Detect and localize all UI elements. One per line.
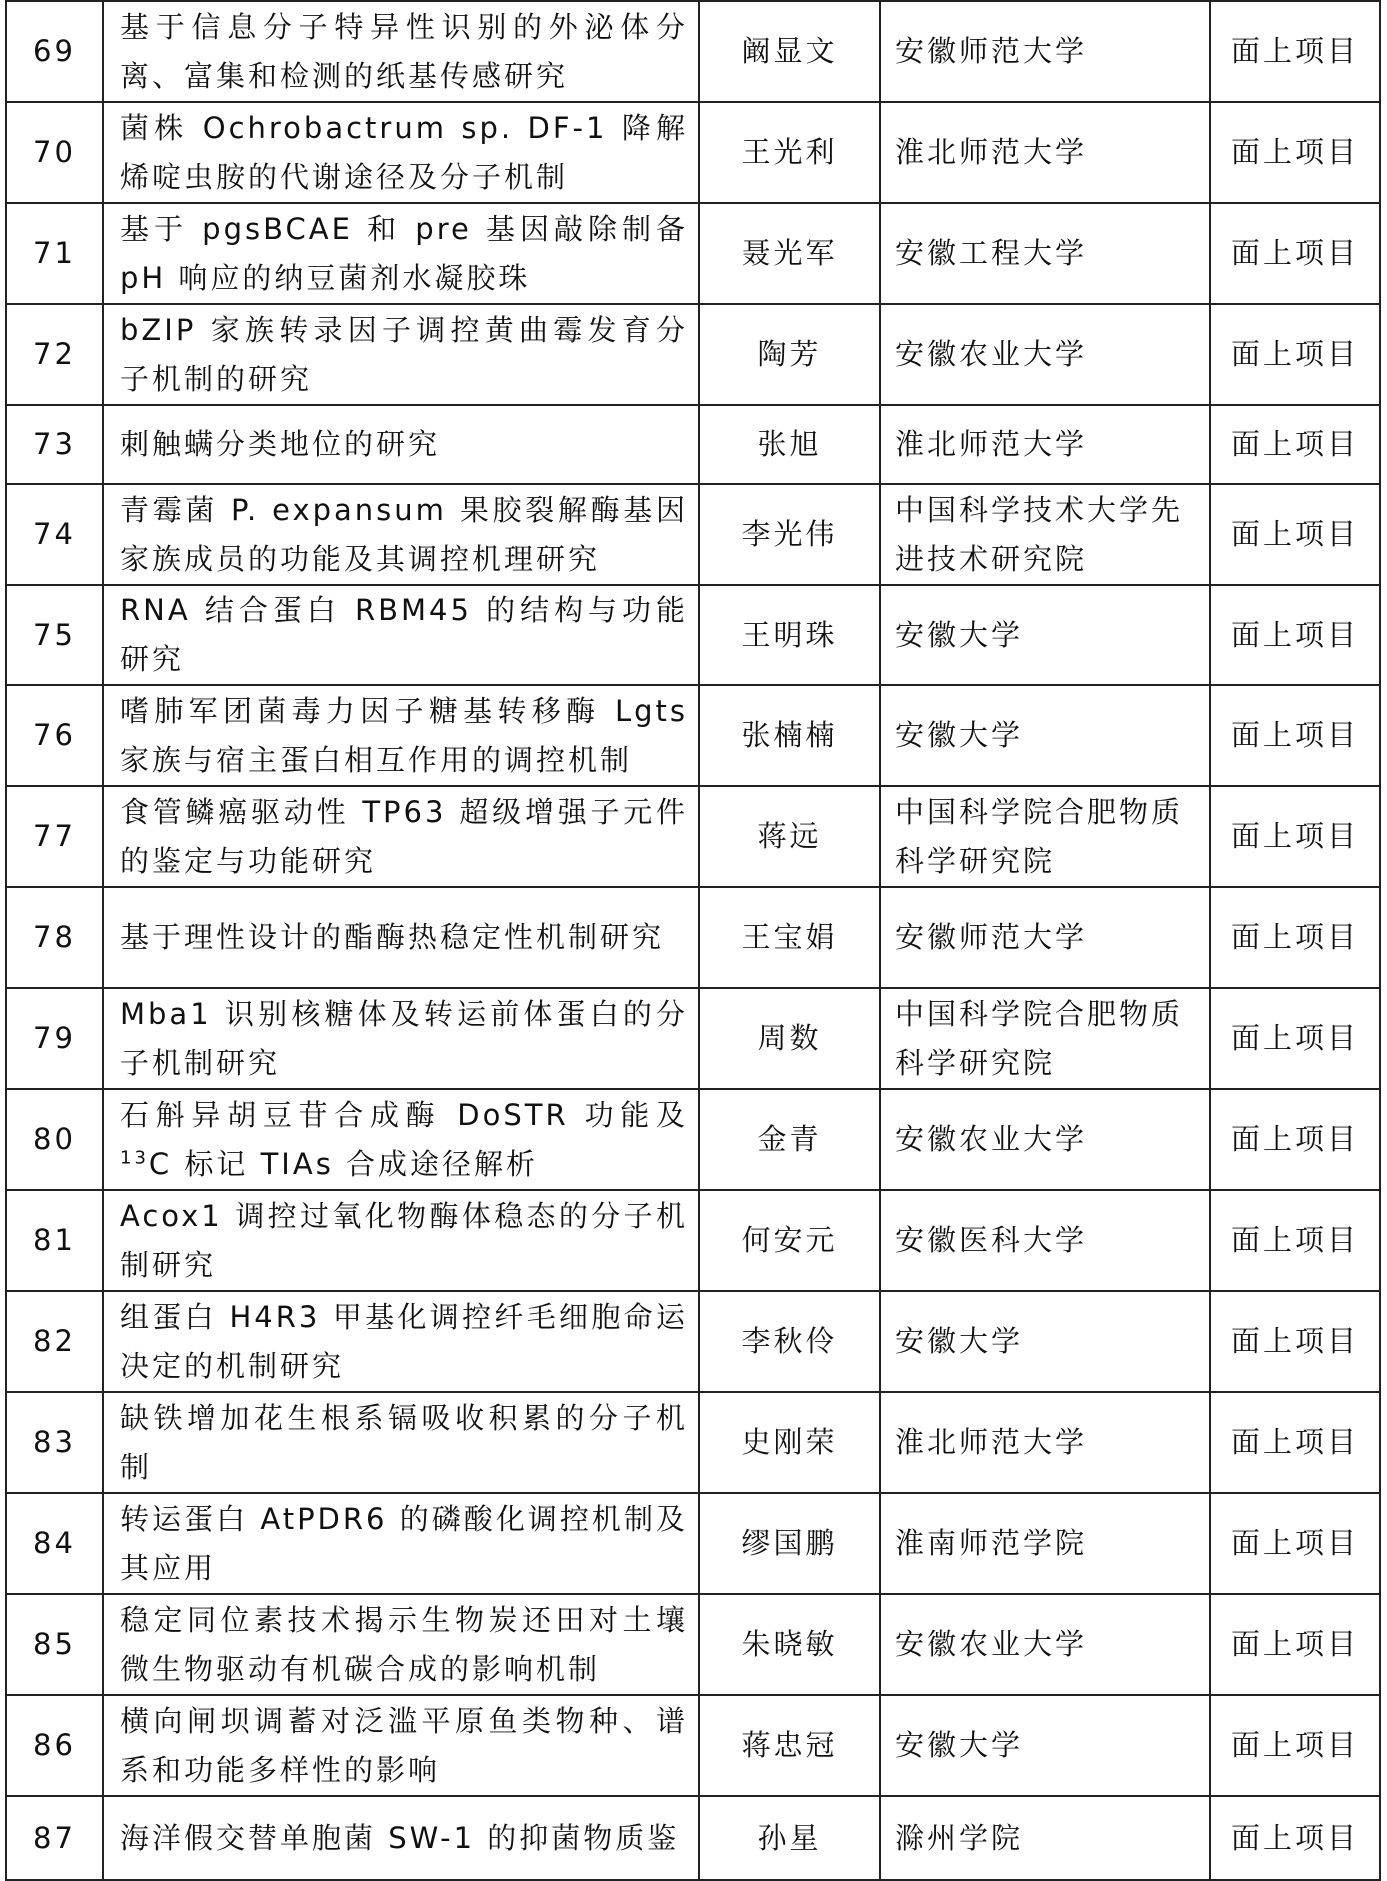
project-title: 稳定同位素技术揭示生物炭还田对土壤微生物驱动有机碳合成的影响机制 [103, 1594, 699, 1695]
principal-investigator: 朱晓敏 [699, 1594, 880, 1695]
project-category: 面上项目 [1210, 988, 1380, 1089]
table-row [6, 1392, 1380, 1493]
project-category: 面上项目 [1210, 203, 1380, 304]
table-row [6, 1493, 1380, 1594]
institution: 中国科学院合肥物质科学研究院 [880, 988, 1210, 1089]
table-row [6, 786, 1380, 887]
row-number: 85 [6, 1594, 103, 1695]
principal-investigator: 李秋伶 [699, 1291, 880, 1392]
row-number: 71 [6, 203, 103, 304]
table-row [6, 1, 1380, 102]
row-number: 79 [6, 988, 103, 1089]
table-row [6, 405, 1380, 484]
row-number: 80 [6, 1089, 103, 1190]
institution: 安徽农业大学 [880, 304, 1210, 405]
row-number: 76 [6, 685, 103, 786]
project-category: 面上项目 [1210, 1291, 1380, 1392]
project-table [5, 0, 1381, 1881]
institution: 安徽大学 [880, 1291, 1210, 1392]
project-title: 缺铁增加花生根系镉吸收积累的分子机制 [103, 1392, 699, 1493]
principal-investigator: 张楠楠 [699, 685, 880, 786]
institution: 安徽农业大学 [880, 1594, 1210, 1695]
table-row [6, 102, 1380, 203]
isotope-superscript: 13 [120, 1146, 149, 1168]
principal-investigator: 周数 [699, 988, 880, 1089]
principal-investigator: 李光伟 [699, 484, 880, 585]
table-row [6, 585, 1380, 685]
project-title: 海洋假交替单胞菌 SW-1 的抑菌物质鉴 [103, 1796, 699, 1880]
row-number: 87 [6, 1796, 103, 1880]
row-number: 83 [6, 1392, 103, 1493]
principal-investigator: 孙星 [699, 1796, 880, 1880]
table-row [6, 1089, 1380, 1190]
project-category: 面上项目 [1210, 585, 1380, 685]
institution: 安徽大学 [880, 585, 1210, 685]
table-row [6, 685, 1380, 786]
institution: 淮南师范学院 [880, 1493, 1210, 1594]
project-title: 横向闸坝调蓄对泛滥平原鱼类物种、谱系和功能多样性的影响 [103, 1695, 699, 1796]
project-category: 面上项目 [1210, 1796, 1380, 1880]
institution: 安徽大学 [880, 685, 1210, 786]
institution: 中国科学技术大学先进技术研究院 [880, 484, 1210, 585]
project-category: 面上项目 [1210, 685, 1380, 786]
project-title: 青霉菌 P. expansum 果胶裂解酶基因家族成员的功能及其调控机理研究 [103, 484, 699, 585]
principal-investigator: 陶芳 [699, 304, 880, 405]
project-category: 面上项目 [1210, 1190, 1380, 1291]
project-title [103, 1089, 699, 1190]
institution: 安徽医科大学 [880, 1190, 1210, 1291]
row-number: 82 [6, 1291, 103, 1392]
project-category: 面上项目 [1210, 1, 1380, 102]
table-row [6, 1291, 1380, 1392]
project-category: 面上项目 [1210, 484, 1380, 585]
principal-investigator: 王宝娟 [699, 887, 880, 988]
principal-investigator: 阚显文 [699, 1, 880, 102]
institution: 淮北师范大学 [880, 405, 1210, 484]
row-number: 81 [6, 1190, 103, 1291]
principal-investigator: 蒋远 [699, 786, 880, 887]
principal-investigator: 王明珠 [699, 585, 880, 685]
row-number: 69 [6, 1, 103, 102]
row-number: 78 [6, 887, 103, 988]
table-row [6, 887, 1380, 988]
institution: 中国科学院合肥物质科学研究院 [880, 786, 1210, 887]
institution: 滁州学院 [880, 1796, 1210, 1880]
project-title: 食管鳞癌驱动性 TP63 超级增强子元件的鉴定与功能研究 [103, 786, 699, 887]
project-category: 面上项目 [1210, 1594, 1380, 1695]
project-category: 面上项目 [1210, 1493, 1380, 1594]
row-number: 73 [6, 405, 103, 484]
principal-investigator: 聂光军 [699, 203, 880, 304]
project-title: Mba1 识别核糖体及转运前体蛋白的分子机制研究 [103, 988, 699, 1089]
project-category: 面上项目 [1210, 102, 1380, 203]
project-title: Acox1 调控过氧化物酶体稳态的分子机制研究 [103, 1190, 699, 1291]
principal-investigator: 何安元 [699, 1190, 880, 1291]
institution: 淮北师范大学 [880, 102, 1210, 203]
project-category: 面上项目 [1210, 786, 1380, 887]
project-category: 面上项目 [1210, 1089, 1380, 1190]
institution: 淮北师范大学 [880, 1392, 1210, 1493]
table-row [6, 988, 1380, 1089]
institution: 安徽农业大学 [880, 1089, 1210, 1190]
project-title: 刺触螨分类地位的研究 [103, 405, 699, 484]
principal-investigator: 史刚荣 [699, 1392, 880, 1493]
table-row [6, 304, 1380, 405]
table-row [6, 1796, 1380, 1880]
institution: 安徽师范大学 [880, 887, 1210, 988]
table-row [6, 1594, 1380, 1695]
project-category: 面上项目 [1210, 405, 1380, 484]
project-category: 面上项目 [1210, 1695, 1380, 1796]
table-row [6, 484, 1380, 585]
row-number: 86 [6, 1695, 103, 1796]
project-title: bZIP 家族转录因子调控黄曲霉发育分子机制的研究 [103, 304, 699, 405]
project-title: 转运蛋白 AtPDR6 的磷酸化调控机制及其应用 [103, 1493, 699, 1594]
institution: 安徽大学 [880, 1695, 1210, 1796]
project-title: 基于理性设计的酯酶热稳定性机制研究 [103, 887, 699, 988]
principal-investigator: 金青 [699, 1089, 880, 1190]
project-category: 面上项目 [1210, 887, 1380, 988]
row-number: 72 [6, 304, 103, 405]
project-title-part: C 标记 TIAs 合成途径解析 [148, 1146, 539, 1181]
table-row [6, 1695, 1380, 1796]
row-number: 84 [6, 1493, 103, 1594]
institution: 安徽师范大学 [880, 1, 1210, 102]
table-row [6, 203, 1380, 304]
project-title: 菌株 Ochrobactrum sp. DF-1 降解烯啶虫胺的代谢途径及分子机制 [103, 102, 699, 203]
row-number: 75 [6, 585, 103, 685]
row-number: 70 [6, 102, 103, 203]
row-number: 74 [6, 484, 103, 585]
institution: 安徽工程大学 [880, 203, 1210, 304]
project-category: 面上项目 [1210, 304, 1380, 405]
project-title: RNA 结合蛋白 RBM45 的结构与功能研究 [103, 585, 699, 685]
project-title: 嗜肺军团菌毒力因子糖基转移酶 Lgts 家族与宿主蛋白相互作用的调控机制 [103, 685, 699, 786]
table-row [6, 1190, 1380, 1291]
project-title-part: 石斛异胡豆苷合成酶 DoSTR 功能及 [120, 1097, 688, 1132]
principal-investigator: 王光利 [699, 102, 880, 203]
project-category: 面上项目 [1210, 1392, 1380, 1493]
project-title: 组蛋白 H4R3 甲基化调控纤毛细胞命运决定的机制研究 [103, 1291, 699, 1392]
row-number: 77 [6, 786, 103, 887]
project-title: 基于信息分子特异性识别的外泌体分离、富集和检测的纸基传感研究 [103, 1, 699, 102]
principal-investigator: 缪国鹏 [699, 1493, 880, 1594]
principal-investigator: 蒋忠冠 [699, 1695, 880, 1796]
principal-investigator: 张旭 [699, 405, 880, 484]
project-title: 基于 pgsBCAE 和 pre 基因敲除制备 pH 响应的纳豆菌剂水凝胶珠 [103, 203, 699, 304]
